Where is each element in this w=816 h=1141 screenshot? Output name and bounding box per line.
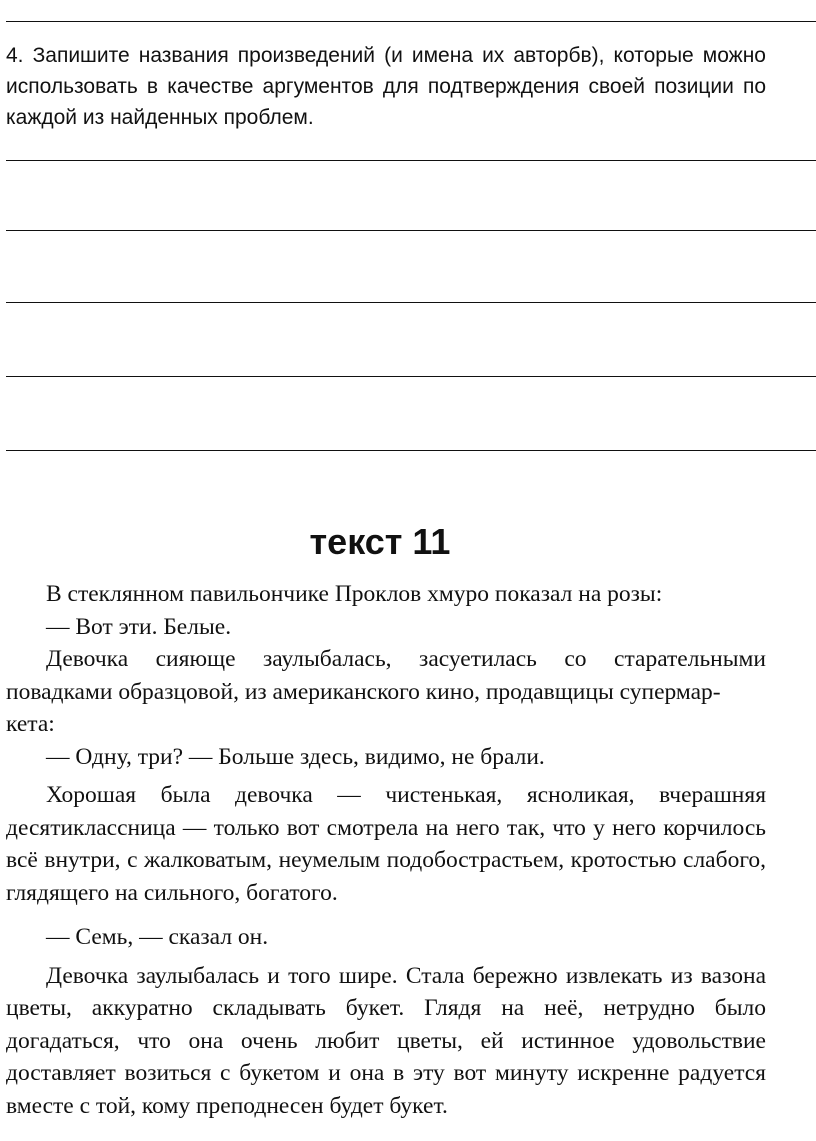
answer-line[interactable] xyxy=(6,450,816,451)
paragraph: — Семь, — сказал он. xyxy=(46,924,269,950)
task-4-prompt: 4. Запишите названия произведений (и имена их авторбв), которые можно использовать в качестве аргументов для подтверждения своей позиции по каждой из найденных проблем. xyxy=(6,44,766,129)
paragraph: В стеклянном павильончике Проклов хмуро показал на розы: xyxy=(46,581,663,607)
answer-line-top xyxy=(6,21,816,22)
paragraph: Девочка заулыбалась и того шире. Стала бережно извлекать из вазона цветы, аккуратно складывать букет. Глядя на неё, нетрудно было догадаться, что она очень любит цветы, ей истинное удовольствие доставляет возиться с букетом и она в эту вот минуту искренне радуется вместе с той, кому преподнесен будет букет. xyxy=(6,962,766,1119)
text-title: текст 11 xyxy=(309,521,451,562)
answer-line[interactable] xyxy=(6,160,816,161)
answer-line[interactable] xyxy=(6,376,816,377)
answer-line[interactable] xyxy=(6,230,816,231)
answer-line[interactable] xyxy=(6,302,816,303)
text-body xyxy=(6,578,766,1122)
paragraph: Хорошая была девочка — чистенькая, ясноликая, вчерашняя десятиклассница — только вот смотрела на него так, что у него корчилось всё внутри, с жалковатым, неумелым подобострастьем, кротостью слабого, глядящего на сильного, богатого. xyxy=(6,782,766,906)
paragraph: — Одну, три? — Больше здесь, видимо, не брали. xyxy=(46,743,545,770)
paragraph: — Вот эти. Белые. xyxy=(46,613,232,640)
paragraph: Девочка сияюще заулыбалась, засуетилась со старательными повадками образцовой, из американского кино, продавщицы супермар- xyxy=(6,646,766,705)
paragraph: кета: xyxy=(6,711,55,737)
